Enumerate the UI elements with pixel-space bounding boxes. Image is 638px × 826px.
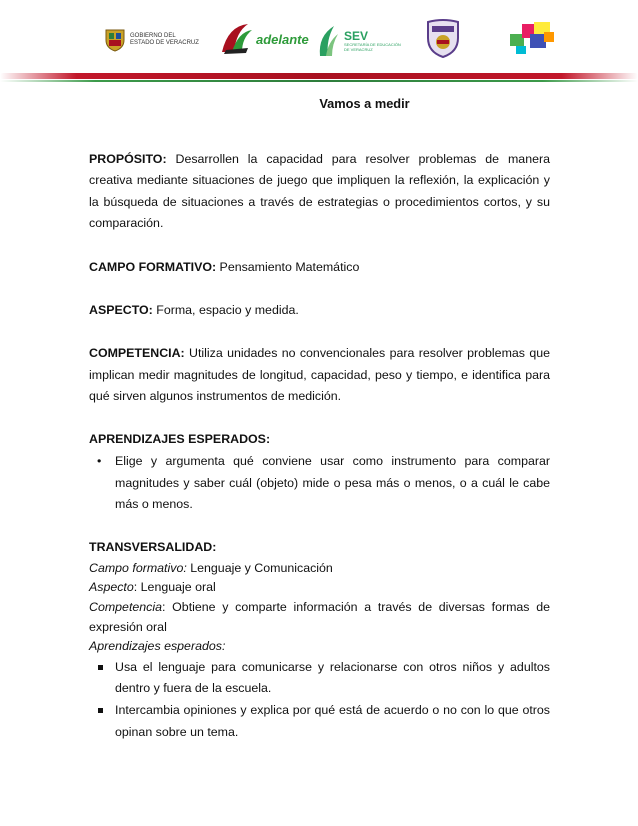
gobierno-line1: GOBIERNO DEL (130, 33, 176, 39)
adelante-logo (218, 22, 309, 56)
proposito-paragraph (89, 149, 550, 235)
school-shield-logo (426, 18, 460, 58)
page-title: Vamos a medir (319, 96, 410, 111)
sev-sub-line1: SECRETARÍA DE EDUCACIÓN (344, 42, 401, 47)
t-aprendizajes-list (89, 657, 550, 743)
t-campo-text: Lenguaje y Comunicación (186, 560, 333, 575)
aprendizajes-list (89, 451, 550, 516)
adelante-text: adelante (256, 31, 309, 47)
t-campo-paragraph (89, 559, 550, 579)
campo-formativo-paragraph (89, 257, 550, 279)
proposito-text: Desarrollen la capacidad para resolver problemas de manera creativa mediante situaciones de juego que impliquen la reflexión, la explicación y la búsqueda de situaciones a través de estrategias o procedimientos cortos, y su comparación. (89, 151, 550, 231)
campo-text: Pensamiento Matemático (216, 259, 360, 274)
aspecto-text: Forma, espacio y medida. (152, 302, 299, 317)
header-red-band (0, 73, 638, 79)
sev-sub-line2: DE VERACRUZ (344, 47, 373, 52)
competencia-label: COMPETENCIA: (89, 345, 185, 360)
t-aspecto-text: : Lenguaje oral (133, 580, 216, 595)
competencia-paragraph (89, 343, 550, 408)
t-aprendizajes-heading (89, 637, 550, 657)
aprendizaje-item-text: Elige y argumenta qué conviene usar como instrumento para comparar magnitudes y saber cuál (objeto) mide o pesa más o menos, o a cuál le cabe más o menos. (115, 453, 550, 512)
adelante-mark-icon (218, 22, 254, 56)
transversalidad-label: TRANSVERSALIDAD: (89, 540, 217, 555)
proposito-label: PROPÓSITO: (89, 151, 167, 166)
campo-label: CAMPO FORMATIVO: (89, 259, 217, 274)
sev-logo (316, 24, 401, 58)
sev-text: SEV (344, 29, 369, 43)
t-campo-label: Campo formativo: (89, 560, 187, 575)
colorful-blocks-icon (508, 20, 556, 56)
document-body (89, 90, 550, 743)
t-aspecto-paragraph (89, 578, 550, 598)
transversalidad-heading (89, 537, 550, 559)
colorful-emblem-logo (508, 20, 556, 56)
t-competencia-label: Competencia (89, 600, 163, 615)
t-competencia-text: : Obtiene y comparte información a través de diversas formas de expresión oral (89, 600, 550, 634)
sev-leaf-icon (316, 24, 340, 58)
shield-icon (426, 18, 460, 58)
list-item (89, 657, 550, 700)
t-aspecto-label: Aspecto (89, 580, 134, 595)
bullet-square-icon (98, 665, 103, 670)
t-aprendizaje-item-text: Intercambia opiniones y explica por qué está de acuerdo o no con lo que otros opinan sobre un tema. (115, 703, 550, 739)
bullet-square-icon (98, 708, 103, 713)
bullet-dot-icon: • (97, 453, 102, 468)
aprendizajes-heading (89, 429, 550, 451)
document-header (0, 0, 638, 90)
aspecto-label: ASPECTO: (89, 302, 153, 317)
aprendizajes-label: APRENDIZAJES ESPERADOS: (89, 432, 271, 447)
list-item (89, 700, 550, 743)
gobierno-veracruz-logo (104, 28, 199, 52)
t-competencia-paragraph (89, 598, 550, 637)
list-item (89, 451, 550, 516)
t-aprendizajes-label: Aprendizajes esperados: (89, 639, 226, 654)
competencia-text: Utiliza unidades no convencionales para resolver problemas que implican medir magnitudes de longitud, capacidad, peso y tiempo, e identifica para qué sirven algunos instrumentos de medición. (89, 345, 550, 404)
header-green-line (0, 80, 638, 82)
t-aprendizaje-item-text: Usa el lenguaje para comunicarse y relacionarse con otros niños y adultos dentro y fuera de la escuela. (115, 659, 550, 696)
coat-of-arms-icon (104, 28, 126, 52)
aspecto-paragraph (89, 300, 550, 322)
gobierno-line2: ESTADO DE VERACRUZ (130, 40, 199, 46)
